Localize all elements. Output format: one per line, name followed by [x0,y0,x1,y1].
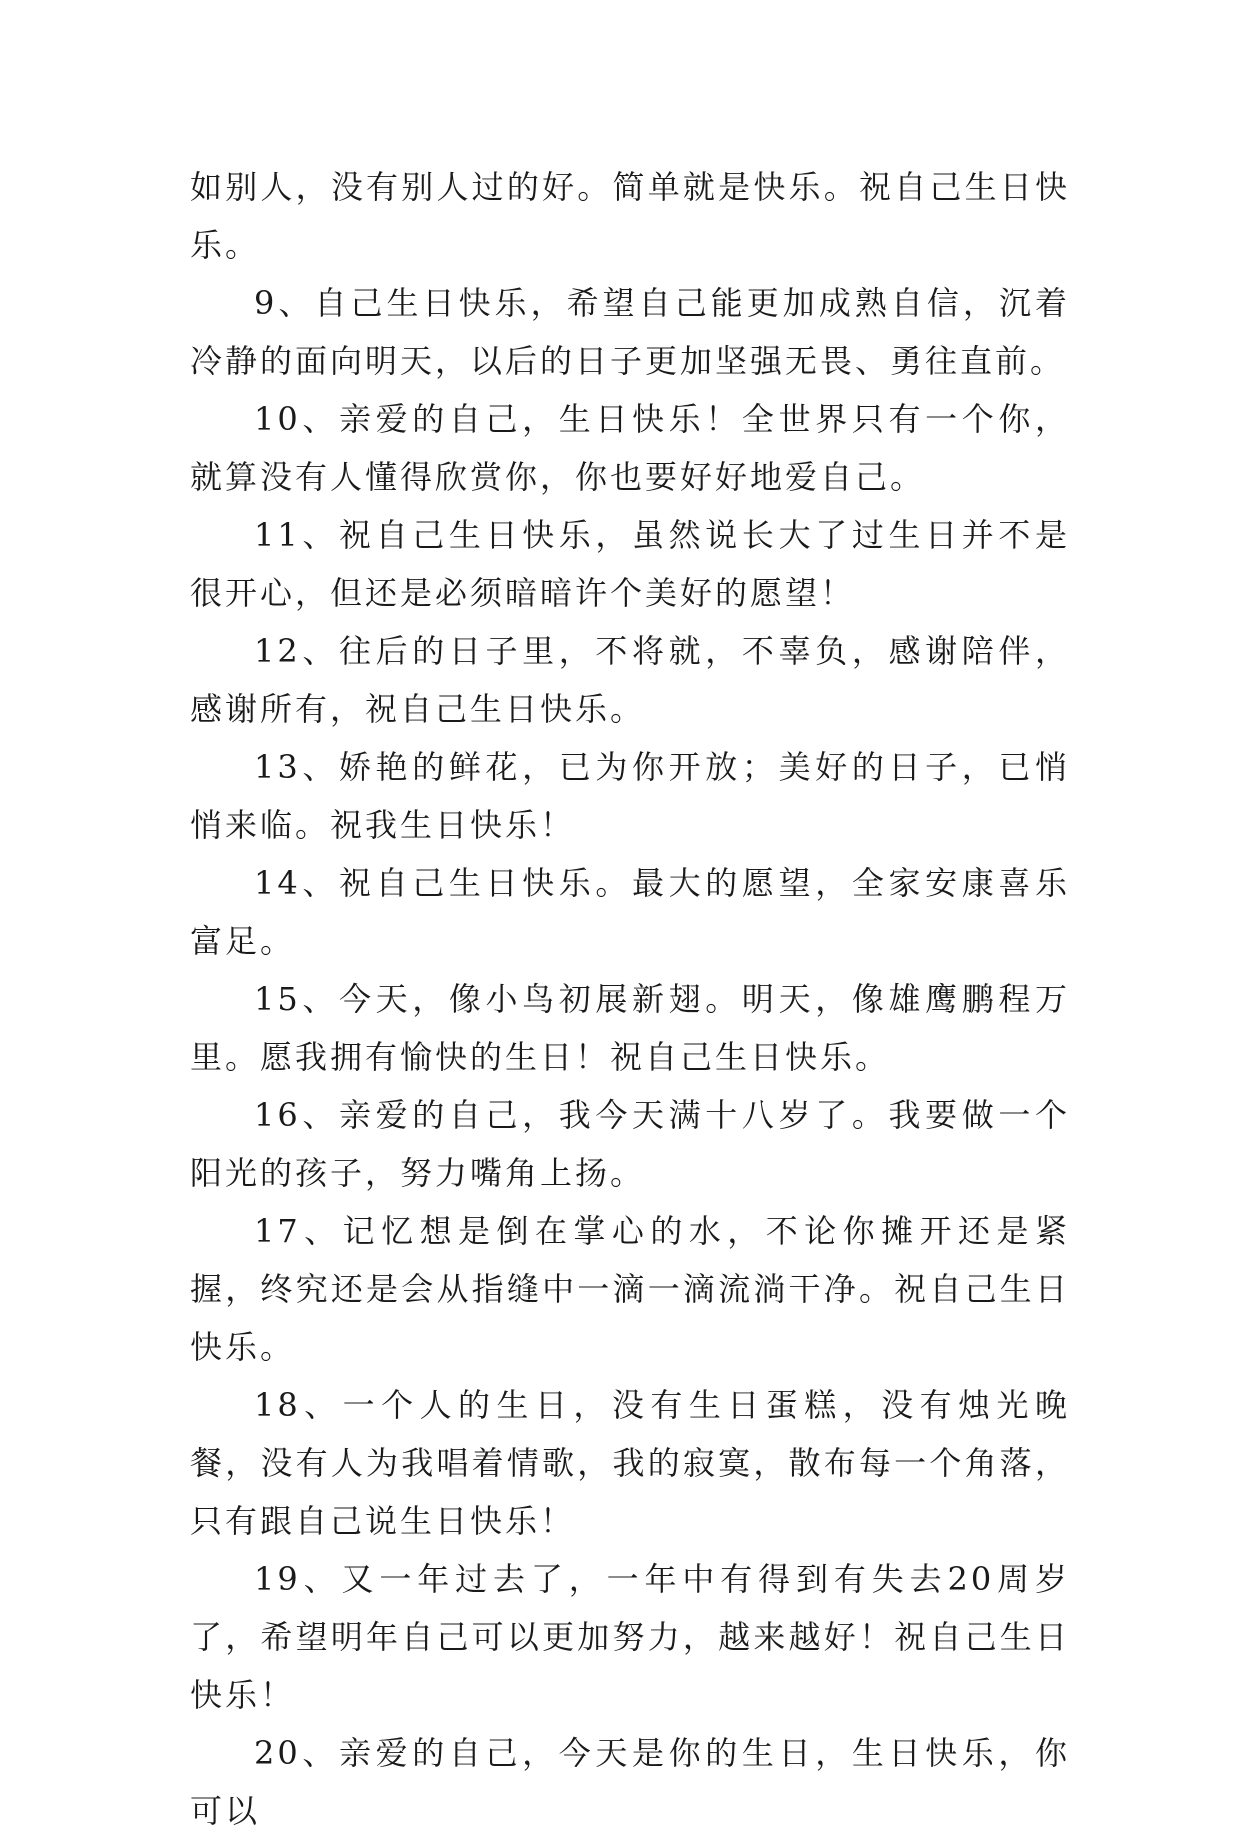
paragraph-continuation: 如别人，没有别人过的好。简单就是快乐。祝自己生日快乐。 [190,168,1070,264]
paragraph-item-17: 17、记忆想是倒在掌心的水，不论你摊开还是紧握，终究还是会从指缝中一滴一滴流淌干净。祝自己生日快乐。 [190,1212,1070,1366]
paragraph-item-9: 9、自己生日快乐，希望自己能更加成熟自信，沉着冷静的面向明天，以后的日子更加坚强无畏、勇往直前。 [190,284,1070,380]
paragraph-item-16: 16、亲爱的自己，我今天满十八岁了。我要做一个阳光的孩子，努力嘴角上扬。 [190,1096,1070,1192]
paragraph-item-14: 14、祝自己生日快乐。最大的愿望，全家安康喜乐富足。 [190,864,1070,960]
paragraph-item-20: 20、亲爱的自己，今天是你的生日，生日快乐，你可以 [190,1734,1070,1830]
paragraph-item-11: 11、祝自己生日快乐，虽然说长大了过生日并不是很开心，但还是必须暗暗许个美好的愿望！ [190,516,1070,612]
paragraph-item-19: 19、又一年过去了，一年中有得到有失去20周岁了，希望明年自己可以更加努力，越来越好！祝自己生日快乐！ [190,1560,1070,1714]
paragraph-item-12: 12、往后的日子里，不将就，不辜负，感谢陪伴，感谢所有，祝自己生日快乐。 [190,632,1070,728]
paragraph-item-13: 13、娇艳的鲜花，已为你开放；美好的日子，已悄悄来临。祝我生日快乐！ [190,748,1070,844]
paragraph-item-18: 18、一个人的生日，没有生日蛋糕，没有烛光晚餐，没有人为我唱着情歌，我的寂寞，散布每一个角落，只有跟自己说生日快乐！ [190,1386,1070,1540]
document-body [190,158,1070,1840]
paragraph-item-10: 10、亲爱的自己，生日快乐！全世界只有一个你，就算没有人懂得欣赏你，你也要好好地爱自己。 [190,400,1070,496]
paragraph-item-15: 15、今天，像小鸟初展新翅。明天，像雄鹰鹏程万里。愿我拥有愉快的生日！祝自己生日快乐。 [190,980,1070,1076]
